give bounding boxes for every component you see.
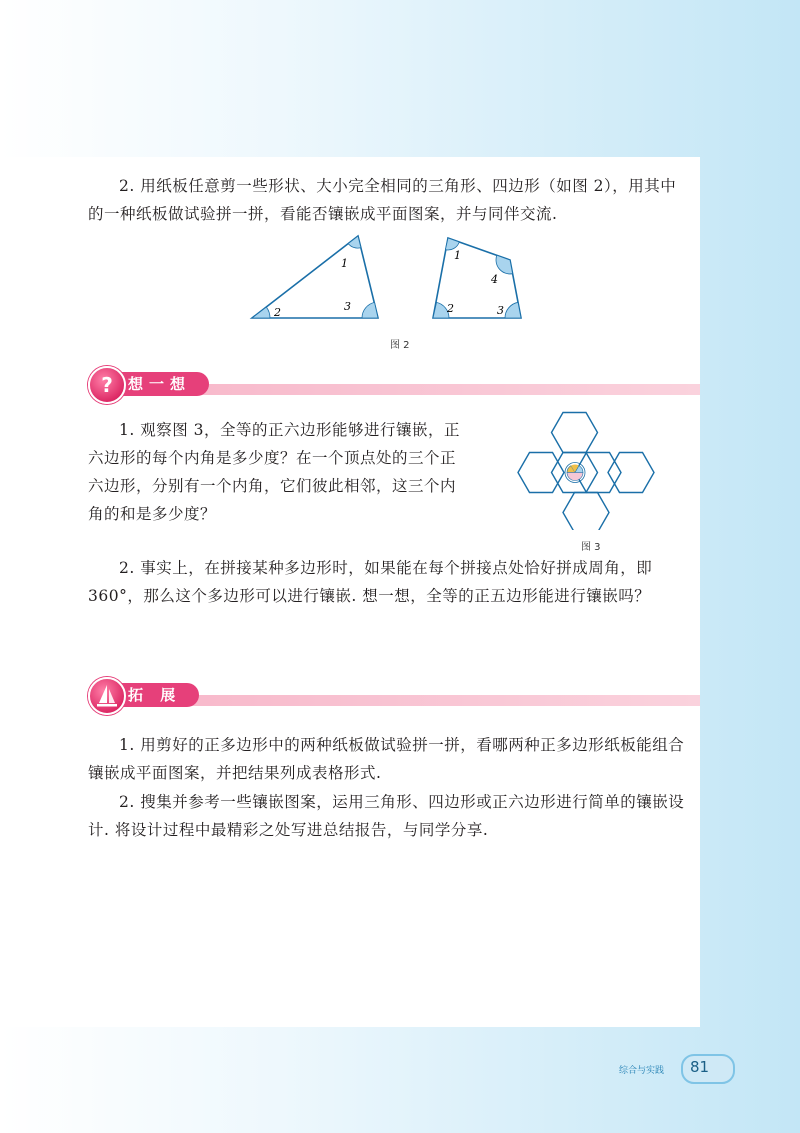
figure-3-caption: 图 3 xyxy=(581,542,601,553)
svg-text:?: ? xyxy=(101,373,113,397)
figure-2-diagram xyxy=(240,228,540,328)
sailboat-icon xyxy=(88,677,126,715)
quad-angle-4-marker xyxy=(496,255,513,274)
question-mark-icon xyxy=(88,366,126,404)
hexagon-bottom xyxy=(563,493,609,531)
page-number: 81 xyxy=(690,1058,710,1076)
quad-label-4: 4 xyxy=(491,273,498,286)
hexagon-left xyxy=(518,453,564,493)
triangle-label-3: 3 xyxy=(344,300,351,313)
quad-label-3: 3 xyxy=(497,304,504,317)
figure-3-hexagon-diagram xyxy=(512,410,672,530)
hexagon-top xyxy=(552,413,598,453)
extend-section-banner xyxy=(78,681,700,711)
hexagon-right xyxy=(608,453,654,493)
intro-paragraph: 2. 用纸板任意剪一些形状、大小完全相同的三角形、四边形（如图 2），用其中的一种纸板做试验拼一拼，看能否镶嵌成平面图案，并与同伴交流. xyxy=(88,177,677,223)
quad-label-1: 1 xyxy=(454,249,461,262)
think-question-1: 1. 观察图 3，全等的正六边形能够进行镶嵌，正六边形的每个内角是多少度？在一个顶点处的三个正六边形，分别有一个内角，它们彼此相邻，这三个内角的和是多少度？ xyxy=(88,421,461,523)
think-section-title: 想一想 xyxy=(108,372,209,396)
triangle-angle-2-marker xyxy=(252,307,270,318)
triangle-label-2: 2 xyxy=(274,306,281,319)
think-question-2: 2. 事实上，在拼接某种多边形时，如果能在每个拼接点处恰好拼成周角，即 360°，那么这个多边形可以进行镶嵌. 想一想，全等的正五边形能进行镶嵌吗？ xyxy=(88,559,653,605)
chapter-label: 综合与实践 xyxy=(619,1066,665,1076)
quad-label-2: 2 xyxy=(447,302,454,315)
angle-marker-bottom xyxy=(567,473,583,481)
extend-item-2: 2. 搜集并参考一些镶嵌图案，运用三角形、四边形或正六边形进行简单的镶嵌设计. 将设计过程中最精彩之处写进总结报告，与同学分享. xyxy=(88,793,685,839)
quad-angle-3-marker xyxy=(505,302,521,318)
figure-2-caption: 图 2 xyxy=(390,340,410,351)
triangle-label-1: 1 xyxy=(341,257,348,270)
triangle-angle-3-marker xyxy=(362,302,378,318)
think-section-banner xyxy=(78,370,700,400)
extend-item-1: 1. 用剪好的正多边形中的两种纸板做试验拼一拼，看哪两种正多边形纸板能组合镶嵌成平面图案，并把结果列成表格形式. xyxy=(88,736,685,782)
extend-section-title: 拓 展 xyxy=(108,683,199,707)
